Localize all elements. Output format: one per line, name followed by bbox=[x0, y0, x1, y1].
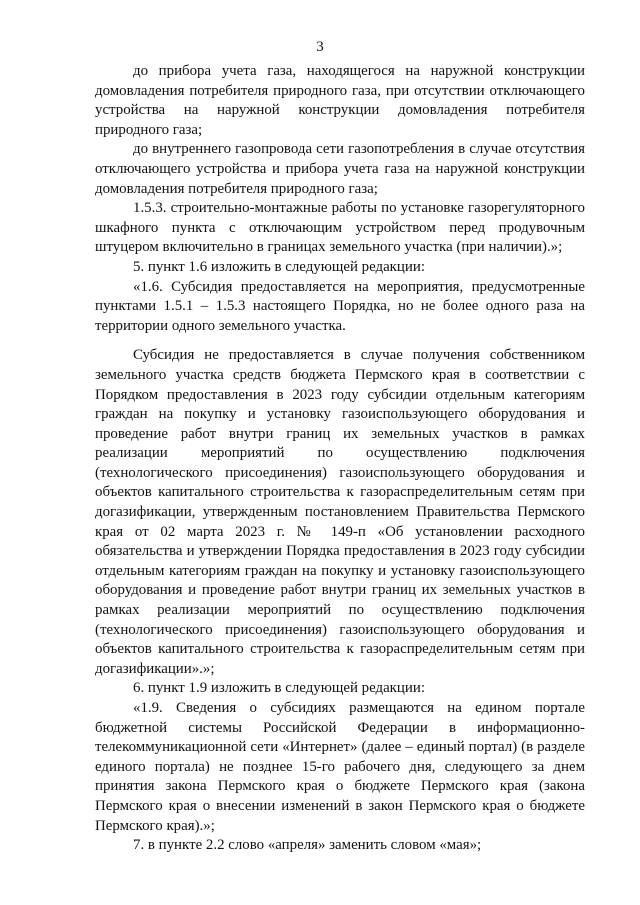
paragraph: до прибора учета газа, находящегося на наружной конструкции домовладения потребителя природного газа, при отсутствии отключающего устройства на наружной конструкции домовладения потребителя природного газа; bbox=[95, 63, 585, 138]
paragraph: «1.9. Сведения о субсидиях размещаются на едином портале бюджетной системы Российской Федерации в информационно-телекоммуникационной сети «Интернет» (далее – единый портал) (в разделе единого портала) не позднее 15-го рабочего дня, следующего за днем принятия закона Пермского края о бюджете Пермского края (закона Пермского края о внесении изменений в закон Пермского края о бюджете Пермского края).»; bbox=[95, 700, 585, 834]
page-number: 3 bbox=[316, 39, 324, 55]
paragraph: до внутреннего газопровода сети газопотребления в случае отсутствия отключающего устройства и прибора учета газа на наружной конструкции домовладения потребителя природного газа; bbox=[95, 141, 585, 197]
document-body bbox=[95, 62, 585, 856]
paragraph: 7. в пункте 2.2 слово «апреля» заменить словом «мая»; bbox=[133, 837, 482, 854]
paragraph: 1.5.3. строительно-монтажные работы по установке газорегуляторного шкафного пункта с отключающим устройством перед продувочным штуцером включительно в границах земельного участка (при наличии).»; bbox=[95, 200, 585, 256]
paragraph: «1.6. Субсидия предоставляется на мероприятия, предусмотренные пунктами 1.5.1 – 1.5.3 настоящего Порядка, но не более одного раза на территории одного земельного участка. bbox=[95, 278, 585, 334]
paragraph: 6. пункт 1.9 изложить в следующей редакции: bbox=[133, 680, 425, 697]
paragraph: Субсидия не предоставляется в случае получения собственником земельного участка средств бюджета Пермского края в соответствии с Порядком предоставления в 2023 году субсидии отдельным категориям граждан на покупку и установку газоиспользующего оборудования и проведение работ внутри границ их земельных участков в рамках реализации мероприятий по осуществлению подключения (технологического присоединения) газоиспользующего оборудования и объектов капитального строительства к газораспределительным сетям при догазификации, утвержденным постановлением Правительства Пермского края от 02 марта 2023 г. № 149-п «Об установлении расходного обязательства и утверждении Порядка предоставления в 2023 году субсидии отдельным категориям граждан на покупку и установку газоиспользующего оборудования и проведение работ внутри границ их земельных участков в рамках реализации мероприятий по осуществлению подключения (технологического присоединения) газоиспользующего оборудования и объектов капитального строительства к газораспределительным сетям при догазификации».»; bbox=[95, 347, 585, 677]
paragraph: 5. пункт 1.6 изложить в следующей редакции: bbox=[133, 258, 425, 275]
